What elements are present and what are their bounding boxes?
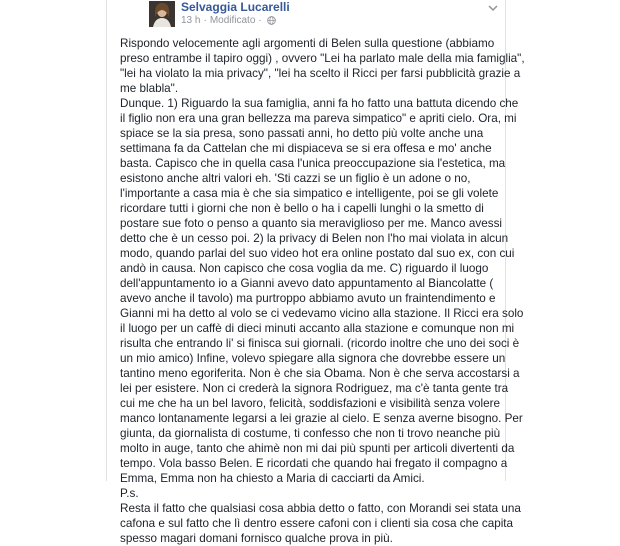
post-text-line: manco lontanamente legarsi a lei grazie al cielo. E senza averne bisogno. Per xyxy=(120,412,523,425)
post-text-line: lei per esistere. Non ci crederà la signora Rodriguez, ma c'è tanta gente tra xyxy=(120,382,509,395)
post-text-line: settimana fa da Cattelan che mi dispiaceva se si era offesa e mo' anche xyxy=(120,142,492,155)
post-text-line: spiace se la sia presa, sono passati anni, ho detto più volte anche una xyxy=(120,127,484,140)
post-text-line: l'importante a casa mia è che sia simpatico e intelligente, poi se gli volete xyxy=(120,187,499,200)
post-text-line: modo, quando parlai del suo video hot era online postato dal suo ex, con cui xyxy=(120,247,515,260)
post-text-line: un mio amico) Infine, volevo spiegare alla signora che dovrebbe essere un xyxy=(120,352,506,365)
post-text-line: P.s. xyxy=(120,487,139,500)
post-text-line: detto che è un cesso poi. 2) la privacy di Belen non l'ho mai violata in alcun xyxy=(120,232,509,245)
post-text-line: esistono anche altri valori eh. 'Sti cazzi se un figlio è un adone o no, xyxy=(120,172,471,185)
post-text-line: Emma, Emma non ha chiesto a Maria di cacciarti da Amici. xyxy=(120,472,425,485)
post-text-line: preso entrambe il tapiro oggi) , ovvero "Lei ha parlato male della mia famiglia", xyxy=(120,52,525,65)
post-text-line: il luogo per un caffè di dieci minuti accanto alla stazione e comunque non mi xyxy=(120,322,515,335)
post-text-line: avevo anche il tavolo) ma purtroppo abbiamo avuto un fraintendimento e xyxy=(120,292,496,305)
edited-label[interactable]: Modificato xyxy=(209,15,256,26)
chevron-down-icon[interactable] xyxy=(487,3,499,13)
globe-icon[interactable] xyxy=(267,16,276,25)
author-name-link[interactable]: Selvaggia Lucarelli xyxy=(181,0,290,14)
meta-separator-2: · xyxy=(258,15,262,26)
post-timestamp[interactable]: 13 h xyxy=(181,15,201,26)
post-header xyxy=(107,0,505,30)
post-text-line: Dunque. 1) Riguardo la sua famiglia, anni fa ho fatto una battuta dicendo che xyxy=(120,97,519,110)
post-text-line: dell'appuntamento io a Gianni avevo dato appuntamento al Biancolatte ( xyxy=(120,277,494,290)
post-text-line: andò in causa. Non capisco che cosa voglia da me. C) riguardo il luogo xyxy=(120,262,489,275)
post-text-line: ricordare tutti i giorni che non è bello o ha i capelli lunghi o la smetto di xyxy=(120,202,484,215)
author-avatar[interactable] xyxy=(149,1,175,27)
post-text-line: risulta che entrando li' si finisca sui giornali. (ricordo inoltre che uno dei soci è xyxy=(120,337,520,350)
post-text-line: giunta, da giornalista di costume, ti confesso che non ti trovo neanche più xyxy=(120,427,501,440)
post-text-line: spesso magari domani fornisco qualche prova in più. xyxy=(120,532,393,545)
post-text-line: me blabla". xyxy=(120,82,179,95)
facebook-post-card xyxy=(106,0,525,545)
post-text-line: postare sue foto o penso a quanto sia meraviglioso per me. Manco avessi xyxy=(120,217,503,230)
avatar-photo-icon xyxy=(149,1,175,27)
post-text-line: "lei ha violato la mia privacy", "lei ha scelto il Ricci per farsi pubblicità grazie a xyxy=(120,67,521,80)
post-text-line: basta. Capisco che in quella casa l'unica preoccupazione sia l'estetica, ma xyxy=(120,157,506,170)
post-text-line: cafona e sul fatto che lì dentro essere cafoni con i clienti sia cosa che capita xyxy=(120,517,514,530)
post-text-line: Gianni mi ha detto al volo se ci vedevamo vicino alla stazione. Il Ricci era solo xyxy=(120,307,524,320)
post-meta xyxy=(181,15,276,26)
post-text-line: Resta il fatto che qualsiasi cosa abbia detto o fatto, con Morandi sei stata una xyxy=(120,502,521,515)
post-text-line: Rispondo velocemente agli argomenti di Belen sulla questione (abbiamo xyxy=(120,37,495,50)
post-body-text xyxy=(120,36,525,546)
post-text-line: cui me che ha un bel lavoro, felicità, soddisfazioni e visibilità senza volere xyxy=(120,397,501,410)
meta-separator: · xyxy=(203,15,207,26)
post-text-line: tantino meno egoriferita. Non è che sia Obama. Non è che serva accostarsi a xyxy=(120,367,520,380)
post-text-line: tempo. Vola basso Belen. E ricordati che quando hai fregato il compagno a xyxy=(120,457,508,470)
post-text-line: il figlio non era una gran bellezza ma pareva simpatico" e apriti cielo. Ora, mi xyxy=(120,112,517,125)
post-text-line: molto in auge, tanto che ahimè non mi dai più spunti per articoli divertenti da xyxy=(120,442,515,455)
